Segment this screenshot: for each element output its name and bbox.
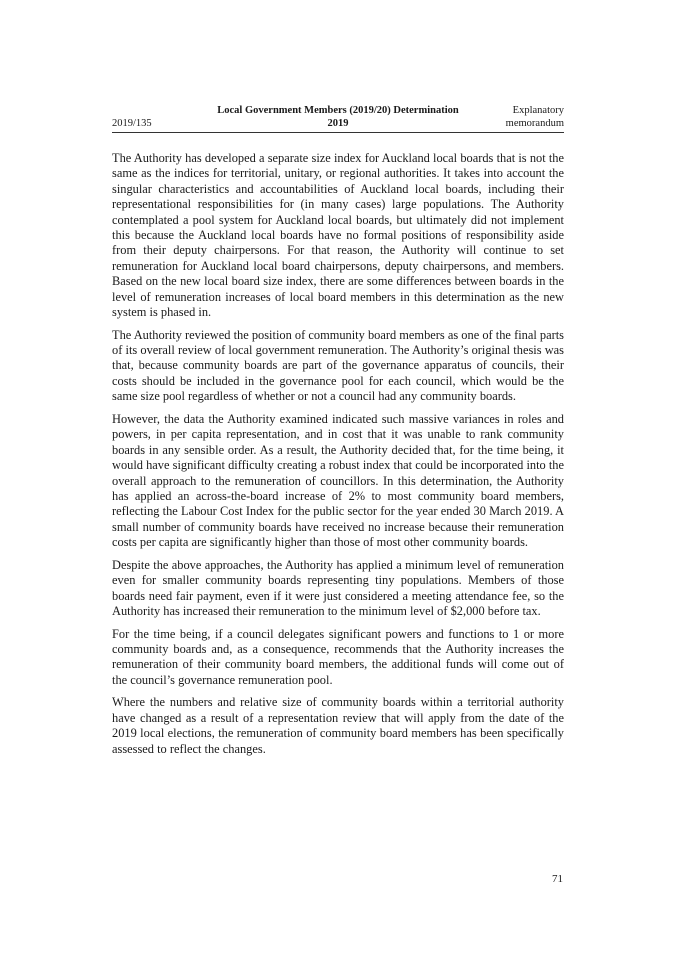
header-title — [202, 104, 474, 130]
page-header — [112, 104, 564, 132]
body-text — [112, 151, 564, 764]
paragraph-5: For the time being, if a council delegates significant powers and functions to 1 or more community boards and, as a consequence, recommends that the Authority increases the remuneration of their community board members, the additional funds will come out of the council’s governance remuneration pool. — [112, 626, 564, 687]
paragraph-2: The Authority reviewed the position of community board members as one of the final parts of its overall review of local government remuneration. The Authority’s original thesis was that, because community boards are part of the governance apparatus of councils, their costs should be included in the governance pool for each council, which would be the same size pool regardless of whether or not a council had any community boards. — [112, 327, 564, 404]
paragraph-4: Despite the above approaches, the Authority has applied a minimum level of remuneration even for smaller community boards representing tiny populations. Members of those boards need fair payment, even if it were just considered a meeting attendance fee, so the Authority has increased their remuneration to the minimum level of $2,000 before tax. — [112, 557, 564, 618]
header-reference: 2019/135 — [112, 118, 152, 129]
paragraph-3: However, the data the Authority examined indicated such massive variances in roles and powers, in per capita representation, and in cost that it was unable to rank community boards in any sensible order. As a result, the Authority decided that, for the time being, it would have significant difficulty creating a robust index that could be incorporated into the overall approach to the remuneration of councillors. In this determination, the Authority has applied an across-the-board increase of 2% to most community board members, reflecting the Labour Cost Index for the public sector for the year ended 30 March 2019. A small number of community boards have received no increase because their remuneration costs per capita are significantly higher than those of most other community boards. — [112, 411, 564, 550]
header-section-line-1: Explanatory — [512, 105, 564, 116]
paragraph-6: Where the numbers and relative size of community boards within a territorial authority have changed as a result of a representation review that will apply from the date of the 2019 local elections, the remuneration of community board members has been specifically assessed to reflect the changes. — [112, 695, 564, 756]
page-number: 71 — [552, 873, 563, 885]
header-title-line-1: Local Government Members (2019/20) Determination — [217, 105, 459, 116]
header-divider — [112, 132, 564, 133]
header-title-line-2: 2019 — [327, 118, 349, 129]
header-section — [506, 104, 564, 130]
header-section-line-2: memorandum — [505, 118, 564, 129]
paragraph-1: The Authority has developed a separate size index for Auckland local boards that is not the same as the indices for territorial, unitary, or regional authorities. It takes into account the singular characteristics and accountabilities of Auckland local boards, including their representational responsibilities for (in many cases) large populations. The Authority contemplated a pool system for Auckland local boards, but ultimately did not implement this because the Auckland local boards have no formal positions of responsibility aside from their deputy chairpersons. For that reason, the Authority will continue to set remuneration for Auckland local board chairpersons, deputy chairpersons, and members. Based on the new local board size index, there are some differences between boards in the level of remuneration increases of local board members in this determination as the new system is phased in. — [112, 151, 564, 320]
